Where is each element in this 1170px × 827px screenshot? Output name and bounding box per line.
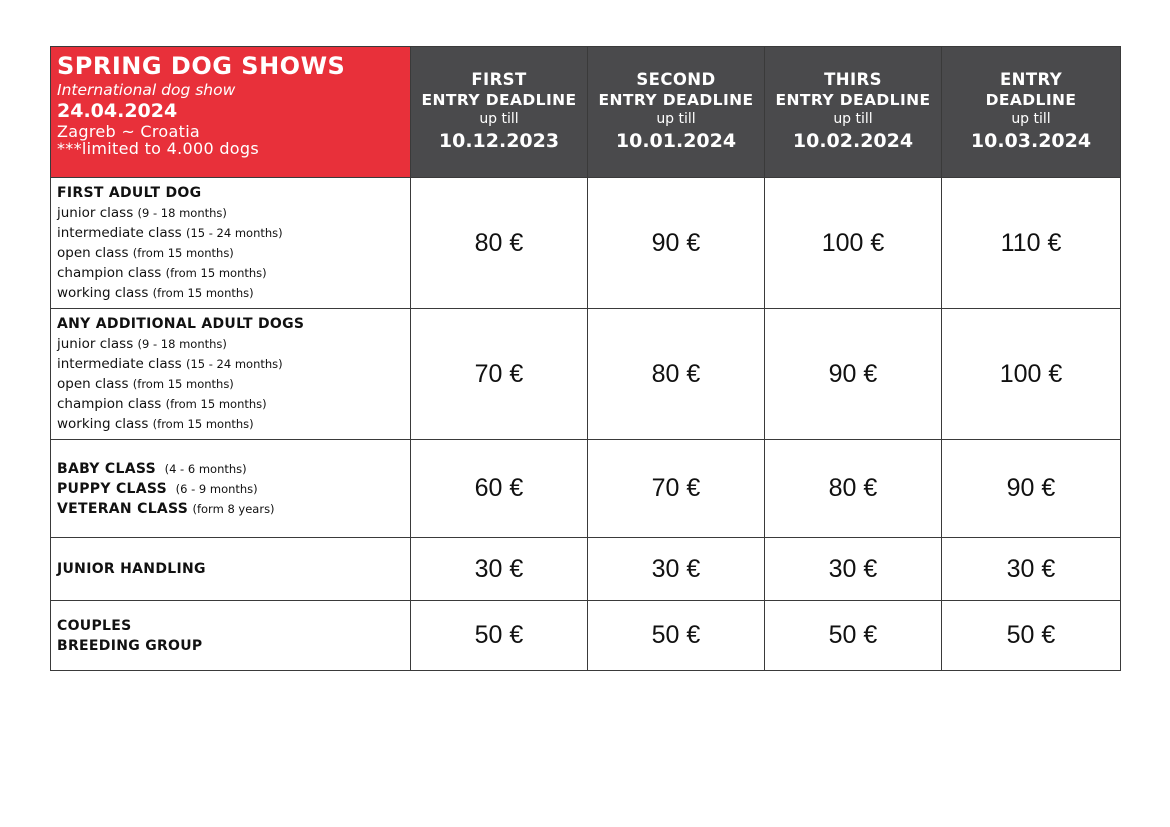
price-cell: 100 € bbox=[942, 309, 1121, 440]
group-title: FIRST ADULT DOG bbox=[57, 185, 202, 201]
deadline-header-first bbox=[411, 47, 588, 178]
deadline-label-line2: ENTRY DEADLINE bbox=[775, 90, 931, 109]
deadline-uptill: up till bbox=[479, 110, 519, 127]
class-age-note: (6 - 9 months) bbox=[175, 481, 258, 496]
class-name: working class bbox=[57, 285, 149, 301]
deadline-date: 10.12.2023 bbox=[438, 130, 560, 153]
deadline-uptill: up till bbox=[833, 110, 873, 127]
deadline-label-line1: SECOND bbox=[636, 69, 716, 89]
label-cell bbox=[51, 178, 411, 309]
class-age-note: (from 15 months) bbox=[132, 246, 234, 260]
class-age-note: (from 15 months) bbox=[132, 377, 234, 391]
deadline-date: 10.01.2024 bbox=[615, 130, 737, 153]
class-age-note: (from 15 months) bbox=[152, 417, 254, 431]
price-cell: 30 € bbox=[411, 538, 588, 601]
deadline-label-line1: FIRST bbox=[471, 69, 527, 89]
row-couples-breeding-group bbox=[51, 601, 1121, 671]
entry-fee-table bbox=[50, 46, 1121, 671]
price-cell: 70 € bbox=[411, 309, 588, 440]
deadline-label-line2: ENTRY DEADLINE bbox=[598, 90, 754, 109]
deadline-uptill: up till bbox=[656, 110, 696, 127]
price-cell: 90 € bbox=[765, 309, 942, 440]
class-line bbox=[57, 414, 404, 434]
price-cell: 30 € bbox=[588, 538, 765, 601]
row-junior-handling bbox=[51, 538, 1121, 601]
deadline-label-line1: ENTRY bbox=[999, 69, 1063, 89]
class-line bbox=[57, 223, 404, 243]
deadline-header-final bbox=[942, 47, 1121, 178]
class-age-note: (15 - 24 months) bbox=[185, 226, 283, 240]
price-cell: 50 € bbox=[411, 601, 588, 671]
class-name: working class bbox=[57, 416, 149, 432]
row-first-adult-dog bbox=[51, 178, 1121, 309]
deadline-label-line2: DEADLINE bbox=[985, 90, 1077, 109]
deadline-header-third bbox=[765, 47, 942, 178]
price-cell: 50 € bbox=[588, 601, 765, 671]
price-cell: 50 € bbox=[765, 601, 942, 671]
row-additional-adult-dogs bbox=[51, 309, 1121, 440]
price-cell: 80 € bbox=[588, 309, 765, 440]
class-line bbox=[57, 459, 404, 479]
class-age-note: (4 - 6 months) bbox=[164, 461, 247, 476]
class-line bbox=[57, 334, 404, 354]
show-subtitle: International dog show bbox=[57, 80, 236, 99]
class-line bbox=[57, 283, 404, 303]
show-date: 24.04.2024 bbox=[57, 100, 178, 123]
header-row bbox=[51, 47, 1121, 178]
class-line bbox=[57, 354, 404, 374]
class-age-note: (from 15 months) bbox=[165, 397, 267, 411]
deadline-label-line2: ENTRY DEADLINE bbox=[421, 90, 577, 109]
group-title: JUNIOR HANDLING bbox=[57, 561, 206, 577]
class-name: champion class bbox=[57, 396, 162, 412]
show-limit-note: ***limited to 4.000 dogs bbox=[57, 139, 259, 159]
class-age-note: (9 - 18 months) bbox=[137, 337, 227, 351]
deadline-date: 10.02.2024 bbox=[792, 130, 914, 153]
class-line bbox=[57, 374, 404, 394]
price-cell: 80 € bbox=[765, 440, 942, 538]
show-info-cell bbox=[51, 47, 411, 178]
price-cell: 50 € bbox=[942, 601, 1121, 671]
price-cell: 70 € bbox=[588, 440, 765, 538]
class-name: junior class bbox=[57, 336, 134, 352]
price-cell: 90 € bbox=[588, 178, 765, 309]
class-line bbox=[57, 394, 404, 414]
price-cell: 30 € bbox=[765, 538, 942, 601]
price-cell: 30 € bbox=[942, 538, 1121, 601]
price-cell: 110 € bbox=[942, 178, 1121, 309]
class-age-note: (from 15 months) bbox=[152, 286, 254, 300]
class-age-note: (15 - 24 months) bbox=[185, 357, 283, 371]
class-line bbox=[57, 203, 404, 223]
price-cell: 60 € bbox=[411, 440, 588, 538]
class-name: BABY CLASS bbox=[57, 460, 156, 477]
deadline-uptill: up till bbox=[1011, 110, 1051, 127]
class-line bbox=[57, 263, 404, 283]
deadline-date: 10.03.2024 bbox=[970, 130, 1092, 153]
class-age-note: (form 8 years) bbox=[192, 501, 275, 516]
class-name: intermediate class bbox=[57, 225, 182, 241]
class-name: PUPPY CLASS bbox=[57, 480, 168, 497]
deadline-label-line1: THIRS bbox=[824, 69, 882, 89]
deadline-header-second bbox=[588, 47, 765, 178]
price-cell: 90 € bbox=[942, 440, 1121, 538]
class-name: VETERAN CLASS bbox=[57, 500, 189, 517]
group-title: COUPLES bbox=[57, 617, 132, 634]
class-name: open class bbox=[57, 376, 129, 392]
class-name: open class bbox=[57, 245, 129, 261]
label-cell bbox=[51, 538, 411, 601]
price-cell: 80 € bbox=[411, 178, 588, 309]
label-cell bbox=[51, 601, 411, 671]
class-name: junior class bbox=[57, 205, 134, 221]
label-cell bbox=[51, 440, 411, 538]
class-age-note: (from 15 months) bbox=[165, 266, 267, 280]
group-title: BREEDING GROUP bbox=[57, 637, 203, 654]
show-title: SPRING DOG SHOWS bbox=[57, 52, 346, 80]
class-name: champion class bbox=[57, 265, 162, 281]
class-age-note: (9 - 18 months) bbox=[137, 206, 227, 220]
class-name: intermediate class bbox=[57, 356, 182, 372]
label-cell bbox=[51, 309, 411, 440]
class-line bbox=[57, 479, 404, 499]
class-line bbox=[57, 499, 404, 519]
price-cell: 100 € bbox=[765, 178, 942, 309]
group-title: ANY ADDITIONAL ADULT DOGS bbox=[57, 316, 305, 332]
row-baby-puppy-veteran bbox=[51, 440, 1121, 538]
show-location: Zagreb ~ Croatia bbox=[57, 121, 201, 141]
class-line bbox=[57, 243, 404, 263]
